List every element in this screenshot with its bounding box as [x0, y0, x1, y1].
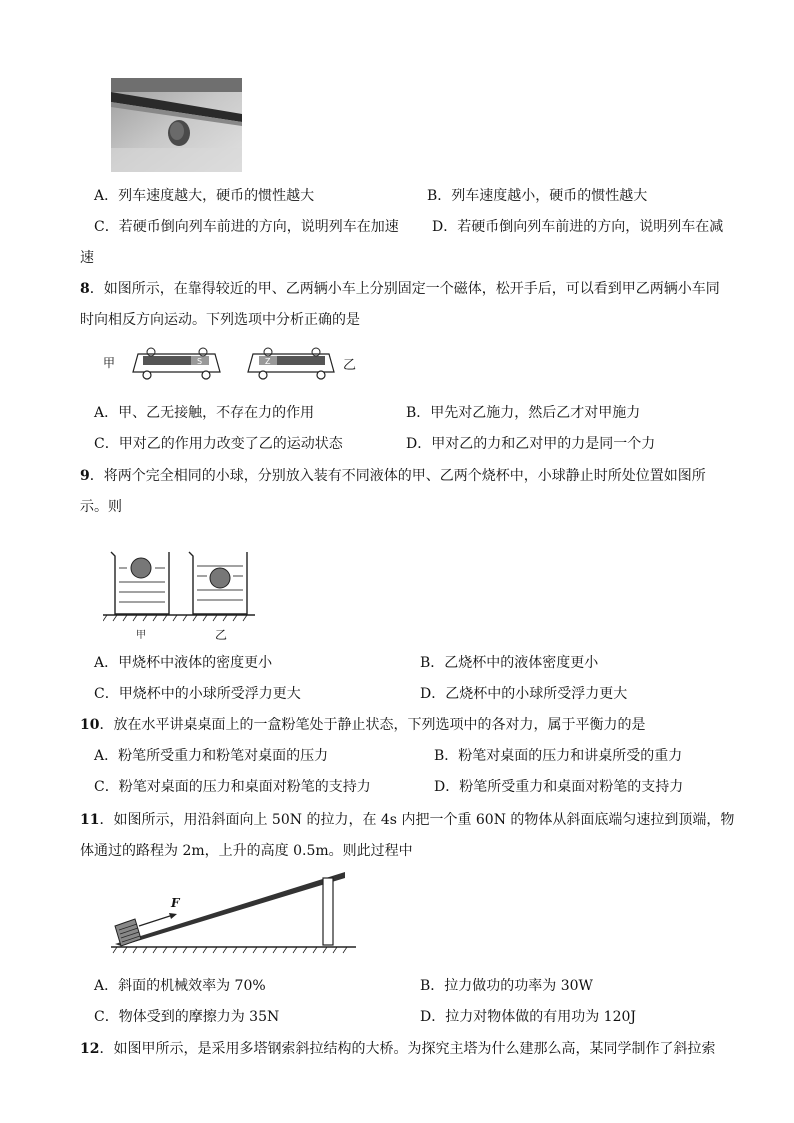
q8-option-b[interactable]: B．甲先对乙施力，然后乙才对甲施力	[406, 405, 641, 421]
q7-option-c[interactable]: C．若硬币倒向列车前进的方向，说明列车在加速	[94, 219, 399, 235]
incline-figure	[111, 870, 356, 960]
q9-option-b[interactable]: B．乙烧杯中的液体密度更小	[420, 655, 599, 671]
magnet-carts-figure	[103, 342, 363, 382]
q7-option-d[interactable]: D．若硬币倒向列车前进的方向，说明列车在减	[432, 219, 724, 235]
q9-stem-line2: 示。则	[80, 499, 122, 515]
cart-left-pole: S	[197, 357, 203, 366]
beaker-left-label: 甲	[136, 630, 146, 641]
q10-option-b[interactable]: B．粉笔对桌面的压力和讲桌所受的重力	[434, 748, 683, 764]
q10-stem-line1: ．放在水平讲桌桌面上的一盒粉笔处于静止状态，下列选项中的各对力，属于平衡力的是	[99, 717, 646, 733]
q8-stem	[80, 279, 720, 299]
q9-stem-line1: ．将两个完全相同的小球，分别放入装有不同液体的甲、乙两个烧杯中，小球静止时所处位置如图所	[89, 468, 706, 484]
q7-option-a[interactable]: A．列车速度越大，硬币的惯性越大	[94, 188, 315, 204]
q7-option-b[interactable]: B．列车速度越小，硬币的惯性越大	[427, 188, 648, 204]
q10-number: 10	[80, 717, 100, 733]
q8-option-c[interactable]: C．甲对乙的作用力改变了乙的运动状态	[94, 436, 343, 452]
q10-option-a[interactable]: A．粉笔所受重力和粉笔对桌面的压力	[94, 748, 329, 764]
cart-left-label: 甲	[103, 356, 116, 370]
q7-option-d-cont: 速	[80, 250, 94, 266]
beaker-right-label: 乙	[215, 628, 228, 642]
q9-option-c[interactable]: C．甲烧杯中的小球所受浮力更大	[94, 686, 301, 702]
q8-option-d[interactable]: D．甲对乙的力和乙对甲的力是同一个力	[406, 436, 656, 452]
beakers-figure	[103, 548, 255, 644]
force-label: F	[171, 896, 180, 910]
q9-number: 9	[80, 468, 90, 484]
q8-stem-line2: 时向相反方向运动。下列选项中分析正确的是	[80, 312, 360, 328]
q10-option-d[interactable]: D．粉笔所受重力和桌面对粉笔的支持力	[434, 779, 684, 795]
q10-stem	[80, 715, 645, 735]
q11-option-a[interactable]: A．斜面的机械效率为 70%	[94, 978, 266, 994]
q12-stem-line1: ．如图甲所示，是采用多塔钢索斜拉结构的大桥。为探究主塔为什么建那么高，某同学制作了斜拉索	[99, 1041, 716, 1057]
q11-stem	[80, 810, 734, 830]
cart-right-label: 乙	[343, 358, 357, 373]
q11-stem-line1: ．如图所示，用沿斜面向上 50N 的拉力，在 4s 内把一个重 60N 的物体从斜面底端匀速拉到顶端，物	[99, 812, 735, 828]
q11-option-d[interactable]: D．拉力对物体做的有用功为 120J	[420, 1009, 637, 1025]
q11-number: 11	[80, 812, 100, 828]
q8-number: 8	[80, 281, 90, 297]
q12-number: 12	[80, 1041, 100, 1057]
q8-stem-line1: ．如图所示，在靠得较近的甲、乙两辆小车上分别固定一个磁体，松开手后，可以看到甲乙两辆小车同	[89, 281, 720, 297]
cart-right-pole: Z	[265, 357, 271, 366]
q11-option-c[interactable]: C．物体受到的摩擦力为 35N	[94, 1009, 280, 1025]
q9-option-a[interactable]: A．甲烧杯中液体的密度更小	[94, 655, 273, 671]
q10-option-c[interactable]: C．粉笔对桌面的压力和桌面对粉笔的支持力	[94, 779, 371, 795]
q9-option-d[interactable]: D．乙烧杯中的小球所受浮力更大	[420, 686, 628, 702]
q11-stem-line2: 体通过的路程为 2m，上升的高度 0.5m。则此过程中	[80, 843, 413, 859]
q9-stem	[80, 466, 706, 486]
q12-stem	[80, 1039, 715, 1059]
coin-photo	[111, 78, 242, 172]
q11-option-b[interactable]: B．拉力做功的功率为 30W	[420, 978, 593, 994]
q8-option-a[interactable]: A．甲、乙无接触，不存在力的作用	[94, 405, 315, 421]
